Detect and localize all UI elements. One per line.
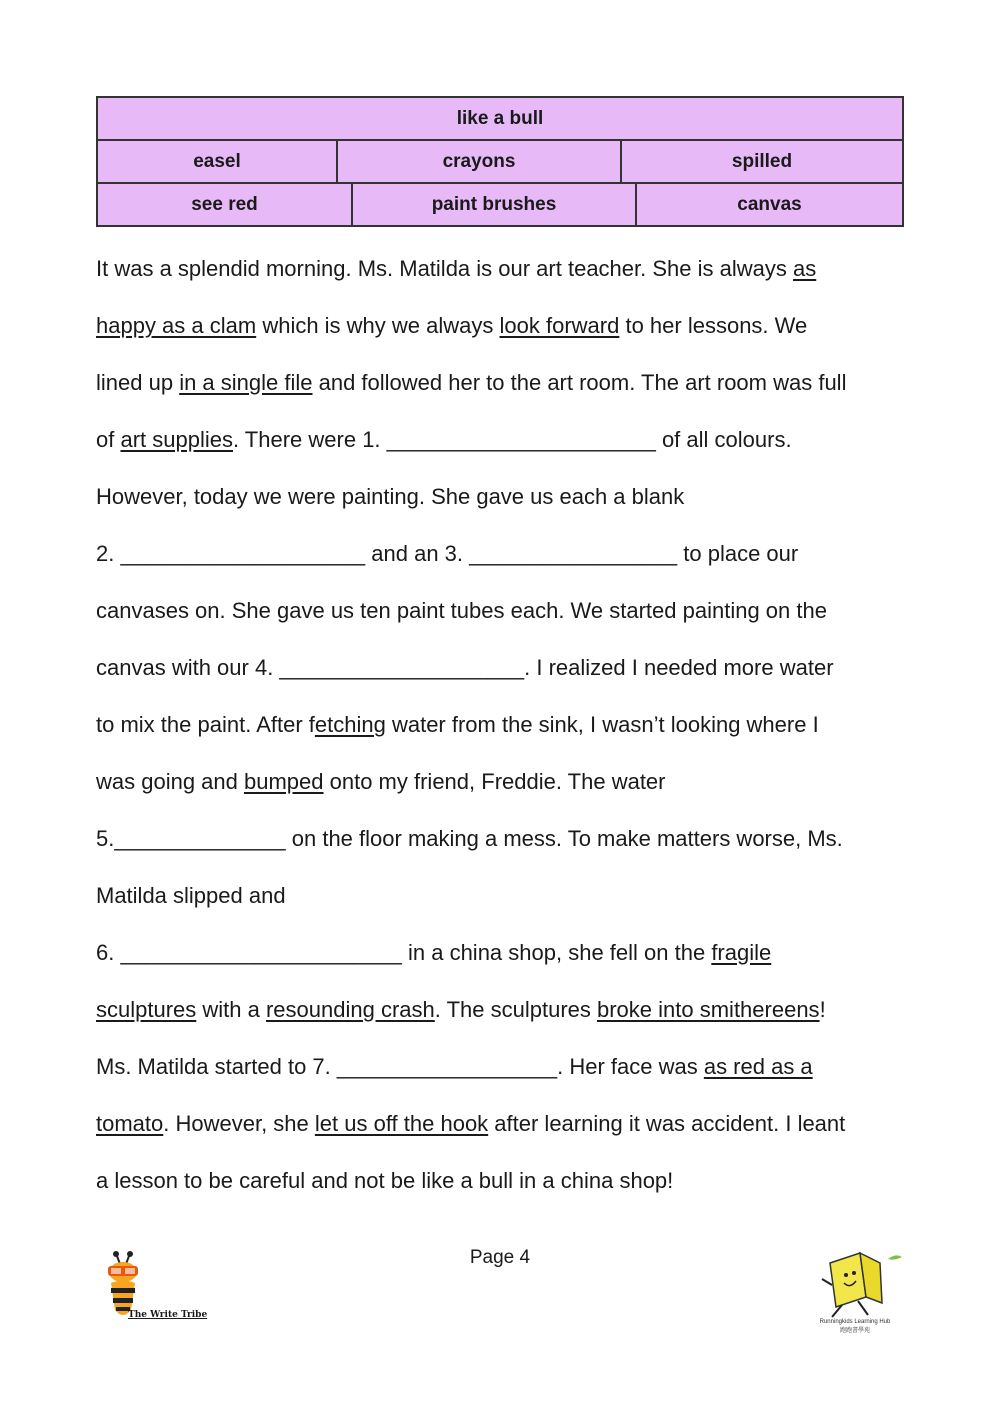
story-line <box>96 411 916 468</box>
story-line <box>96 468 916 525</box>
underlined-phrase: resounding crash <box>265 997 435 1022</box>
underlined-phrase: in a single file <box>179 370 313 395</box>
story-line <box>96 297 916 354</box>
story-line <box>96 525 916 582</box>
underlined-phrase: etching <box>314 712 386 737</box>
story-text: a lesson to be careful and not be like a bull in a china shop! <box>96 1168 674 1193</box>
story-text: of <box>96 427 121 452</box>
story-text: onto my friend, Freddie. The water <box>323 769 666 794</box>
story-text: with a <box>196 997 266 1022</box>
story-line <box>96 1038 916 1095</box>
underlined-phrase: as red as a <box>703 1054 813 1079</box>
story-text: to mix the paint. After f <box>96 712 315 737</box>
story-line <box>96 1095 916 1152</box>
story-line <box>96 354 916 411</box>
underlined-phrase: let us off the hook <box>314 1111 489 1136</box>
word-bank-cell: canvas <box>635 184 902 225</box>
story-text: water from the sink, I wasn’t looking where I <box>385 712 819 737</box>
story-text: . There were 1. ______________________ of all colours. <box>232 427 792 452</box>
story-text: after learning it was accident. I leant <box>488 1111 846 1136</box>
story-text: to her lessons. We <box>619 313 808 338</box>
story-text: lined up <box>96 370 180 395</box>
underlined-phrase: broke into smithereens <box>597 997 820 1022</box>
story-text: Matilda slipped and <box>96 883 286 908</box>
word-bank-cell: like a bull <box>456 107 544 129</box>
word-bank-cell: easel <box>193 150 241 172</box>
right-logo-caption <box>800 1318 910 1336</box>
right-logo-subtext: 跑跑書學苑 <box>839 1328 870 1334</box>
story-line <box>96 981 916 1038</box>
underlined-phrase: tomato <box>96 1111 164 1136</box>
story-line <box>96 810 916 867</box>
story-text: which is why we always <box>256 313 500 338</box>
story-line <box>96 1152 916 1209</box>
word-bank-row <box>98 182 902 225</box>
story-line <box>96 696 916 753</box>
underlined-phrase: happy as a clam <box>96 313 257 338</box>
story-text: 6. _______________________ in a china shop, she fell on the <box>96 940 712 965</box>
left-logo-caption: The Write Tribe <box>128 1310 208 1320</box>
story-text: However, today we were painting. She gave us each a blank <box>96 484 685 509</box>
underlined-phrase: as <box>792 256 817 281</box>
story-text: canvas with our 4. ____________________. I realized I needed more water <box>96 655 834 680</box>
story-text: and followed her to the art room. The art room was full <box>312 370 847 395</box>
story-line <box>96 924 916 981</box>
underlined-phrase: look forward <box>499 313 620 338</box>
story-text: was going and <box>96 769 244 794</box>
page-number: Page 4 <box>469 1247 531 1268</box>
word-bank-cell: paint brushes <box>351 184 635 225</box>
underlined-phrase: art supplies <box>120 427 233 452</box>
story-text: . The sculptures <box>434 997 597 1022</box>
story-line <box>96 639 916 696</box>
word-bank-cell: crayons <box>336 141 620 182</box>
word-bank-row <box>98 98 902 139</box>
story-line <box>96 753 916 810</box>
story-text: 2. ____________________ and an 3. _________________ to place our <box>96 541 799 566</box>
story-line <box>96 240 916 297</box>
story-passage <box>96 240 916 1209</box>
story-line <box>96 867 916 924</box>
word-bank-row <box>98 139 902 182</box>
word-bank-cell: see red <box>191 193 258 215</box>
right-logo-text: Runningkids Learning Hub <box>819 1319 891 1325</box>
word-bank-cell: spilled <box>620 141 902 182</box>
story-text: It was a splendid morning. Ms. Matilda is our art teacher. She is always <box>96 256 793 281</box>
underlined-phrase: bumped <box>244 769 324 794</box>
underlined-phrase: fragile <box>711 940 772 965</box>
story-text: Ms. Matilda started to 7. __________________. Her face was <box>96 1054 704 1079</box>
story-text: ! <box>819 997 826 1022</box>
underlined-phrase: sculptures <box>96 997 197 1022</box>
story-text: canvases on. She gave us ten paint tubes each. We started painting on the <box>96 598 827 623</box>
word-bank-table <box>96 96 904 227</box>
story-text: . However, she <box>163 1111 315 1136</box>
story-text: 5.______________ on the floor making a mess. To make matters worse, Ms. <box>96 826 843 851</box>
story-line <box>96 582 916 639</box>
